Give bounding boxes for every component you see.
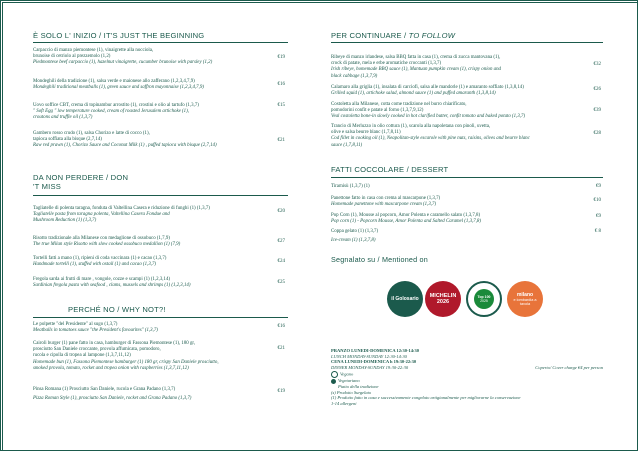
item-it: Cairoli burger (1) pane fatto in casa, hamburger di Fassona Piemontese (1), 180 gr, — [33, 341, 196, 346]
item-it: rucola e cipolla di tropea al lampone (1,3,7,11,12) — [33, 353, 131, 359]
item-price: €9 — [596, 214, 601, 219]
michelin-badge: MICHELIN 2026 — [425, 281, 461, 317]
menu-item-egg — [33, 103, 268, 122]
menu-item-squid: Calamaro alla griglia (1), insalata di carciofi, salsa alle mandorle (1) e amaranto soffiato (1,3,8,14) Grilled squid (1), artichoke salad, almond sauce (1) and puffed amaranth (1,3,8,14) — [331, 85, 524, 97]
menu-item-risotto — [33, 236, 268, 248]
item-it: Gambero rosso crudo (1), salsa Chorizo e latte di cocco (1), — [33, 131, 150, 136]
item-it: Tortelli fatti a mano (1), ripieni di coda vaccinara (1) e cacao (1,3,7) — [33, 256, 167, 261]
item-it: Le polpette "del Presidente" al sugo (1,3,7) — [33, 322, 118, 327]
item-price: €20 — [277, 209, 285, 214]
divider — [33, 317, 288, 318]
item-it: tapioca soffiata alla bisque (2,7,14) — [33, 137, 102, 143]
menu-item-prawn — [33, 131, 268, 150]
item-en: " Soft Egg " low temperature cooked, cream of roasted Jerusalem artichoke (1), — [33, 109, 189, 115]
vegan-icon — [331, 371, 338, 378]
section-title-why-not: PERCHÉ NO / WHY NOT?! — [68, 305, 166, 314]
menu-item-panettone: Panettone fatto in casa con crema al mascarpone (1,3,7) Homemade panettone with mascarpone cream (1,3,7) — [331, 196, 441, 208]
item-it: Pinsa Romana (1) Prosciutto San Daniele, rucola e Grana Padano (1,3,7) — [33, 387, 176, 392]
mentioned-on-title: Segnalato su / Mentioned on — [331, 255, 428, 264]
menu-inner-border — [2, 2, 638, 451]
item-it: brunoise di cetriolo al prezzemolo (1,2) — [33, 54, 111, 60]
item-it: Risotto tradizionale alla Milanese con medaglione di ossobuco (1,7,9) — [33, 236, 170, 241]
item-it: Uovo soffice CBT, crema di topinambur arrostito (1), crostini e olio al tartufo (1,3,7) — [33, 103, 199, 108]
item-it: Fregola sarda ai frutti di mare , vongole, cozze e scampi (1) (1,2,3,14) — [33, 277, 171, 282]
menu-item-gelato: Coppa gelato (1) (1,3,7) Ice-cream (1) (1,3,7,8) — [331, 229, 379, 244]
item-en: Sardinian fregola pasta with seafood , clams, mussels and shrimps (1) (1,2,3,14) — [33, 283, 191, 289]
item-en: Pizza Roman Style (1), prosciutto San Daniele, rocket and Grana Padano (1,3,7) — [33, 396, 192, 402]
item-en: Piedmontese beef carpaccio (1), hazelnut vinaigrette, cucumber brunoise with parsley (1,2) — [33, 60, 213, 66]
item-en: croutons and truffle oil (1,3,7) — [33, 115, 93, 121]
item-price: €39 — [593, 108, 601, 113]
item-price: €28 — [593, 131, 601, 136]
menu-item-ribeye: Ribeye di manzo irlandese, salsa BBQ fatta in casa (1), crema di zucca mantovana (1), crock di patate, mela e erbe aromatiche croccanti (1,3,7) Irish ribeye, homemade BBQ sauce (1), Mantuan pumpkin cream (1), crispy onion and black cabbage (1,3,7,9) — [331, 55, 502, 79]
vegetarian-icon — [331, 379, 336, 384]
top100-icon: Top 100 2025 — [474, 289, 494, 309]
divider — [33, 42, 288, 43]
section-title-to-follow: PER CONTINUARE / TO FOLLOW — [331, 31, 456, 40]
section-title-start: È SOLO L' INIZIO / IT'S JUST THE BEGINNING — [33, 31, 205, 40]
item-it: Mondeghili della tradizione (1), salsa verde e maionese allo zafferano (1,2,3,4,7,9) — [33, 79, 195, 84]
item-price: €10 — [593, 198, 601, 203]
menu-item-tagliatelle — [33, 206, 268, 225]
divider — [331, 177, 603, 178]
cover-charge: Coperto/ Cover charge €4 per person — [535, 364, 603, 370]
milano-lombardia-badge: milano e lombardia a tavola — [507, 281, 543, 317]
item-price: €32 — [593, 62, 601, 67]
item-it: Tagliatelle di polenta taragna, fonduta di Valtellina Casera e riduzione di funghi (1) (1,3,7) — [33, 206, 210, 211]
item-it: prosciutto San Daniele croccante, provola affumicata, pomodoro, — [33, 347, 161, 353]
menu-item-pinsa — [33, 387, 268, 402]
menu-item-mondeghili — [33, 79, 268, 91]
item-price: €19 — [277, 389, 285, 394]
item-en: Meatballs in tomatoes sauce "the President's favourites" (1,3,7) — [33, 328, 158, 334]
item-price: €15 — [277, 103, 285, 108]
item-price: €21 — [277, 346, 285, 351]
item-price: €21 — [277, 138, 285, 143]
item-en: Tagliatelle pasta from taragna polenta, Valtellina Casera Fondue and — [33, 212, 170, 218]
item-en: Mushroom Reduction (1) (1,3,7) — [33, 218, 97, 224]
legend-vegetarian: Vegetariano — [331, 378, 603, 384]
section-title-dessert: FATTI COCCOLARE / DESSERT — [331, 165, 449, 174]
item-en: Raw red prawn (1), Chorizo Sauce and Coconut Milk (1) , puffed tapioca with bisque (2,7,14) — [33, 143, 217, 149]
item-price: €16 — [277, 324, 285, 329]
menu-item-costoletta: Costoletta alla Milanese, cotta come tradizione nel burro chiarificato, pomodorini confit e patate al forno (1,3,7,9,12) Veal costoletta bone-in slowly cooked in hot clarified butter, confit tomato and baked potato (1,3,7) — [331, 102, 526, 120]
item-price: €27 — [277, 239, 285, 244]
item-en: smoked provola, tomato, rocket and tropea onion with raspberries (1,3,7,11,12) — [33, 365, 189, 371]
menu-item-carpaccio — [33, 48, 268, 67]
item-en: Homemade bun (1), Fassona Piemontese hamburger (1) 180 gr, crispy San Daniele prosciutto, — [33, 359, 219, 365]
item-price: €16 — [277, 82, 285, 87]
item-price: €26 — [593, 87, 601, 92]
menu-item-tortelli — [33, 256, 268, 268]
item-price: €9 — [596, 184, 601, 189]
item-en: Handmade tortelli (1), stuffed with oxtail (1) and cacao (1,3,7) — [33, 262, 157, 268]
item-price: €24 — [277, 259, 285, 264]
menu-item-burger — [33, 341, 268, 372]
menu-item-polpette — [33, 322, 268, 334]
item-price: €19 — [277, 55, 285, 60]
item-price: €25 — [277, 280, 285, 285]
divider — [331, 42, 603, 43]
divider — [33, 195, 288, 196]
item-it: Carpaccio di manzo piemontese (1), vinaigrette alla nocciola, — [33, 48, 154, 53]
item-en: The true Milan style Risotto with slow cooked ossobuco medallion (1) (7,9) — [33, 242, 181, 248]
item-price: € 8 — [594, 229, 601, 234]
legend-vegan: Vegano — [331, 371, 603, 378]
top100-badge — [466, 281, 502, 317]
section-title-dont-miss: DA NON PERDERE / DON 'T MISS — [33, 173, 129, 191]
opening-hours: PRANZO LUNEDI-DOMENICA 12:30-14:30 LUNCH MONDAY-SUNDAY 12:30-14:30 CENA LUNEDI-DOMENICA h 19:30-22:30 DINNER MONDAY-SUNDAY 19:30-22:30 Coperto/ Cover charge €4 per person Vegano Vegetariano Piatto della tradizione (s) Prodotto Surgelato (1) Prodotto fatto in casa e successivamente congelato artigianalmente per migliorarne la conservazione 1-14 allergeni — [331, 348, 603, 406]
menu-item-popcorn: Pop Corn (1), Mousse al popcorn, Amor Polenta e caramello salato (1,3,7,8) Pop corn (1) - Popcorn Mousse, Amor Polenta and Salted Caramel (1,3,7,8) — [331, 213, 482, 225]
menu-item-cod: Trancio di Merluzzo in olio cottura (1), scarola alla napoletana con pinoli, uvetta, olive e salsa beurre blanc (1,7,8,11) Cod fillet in cooking oil (1), Neapolitan-style escarole with pine nuts, raisins, olives and beurre blanc sauce (1,7,8,11) — [331, 124, 530, 148]
menu-item-tiramisu: Tiramisù (1,3,7) (1) — [331, 184, 370, 189]
golosario-badge: il Golosario — [387, 281, 423, 317]
item-en: Mondeghili traditional meatballs (1), green sauce and saffron mayonnaise (1,2,3,4,7,9) — [33, 85, 204, 91]
menu-item-fregola — [33, 277, 268, 289]
